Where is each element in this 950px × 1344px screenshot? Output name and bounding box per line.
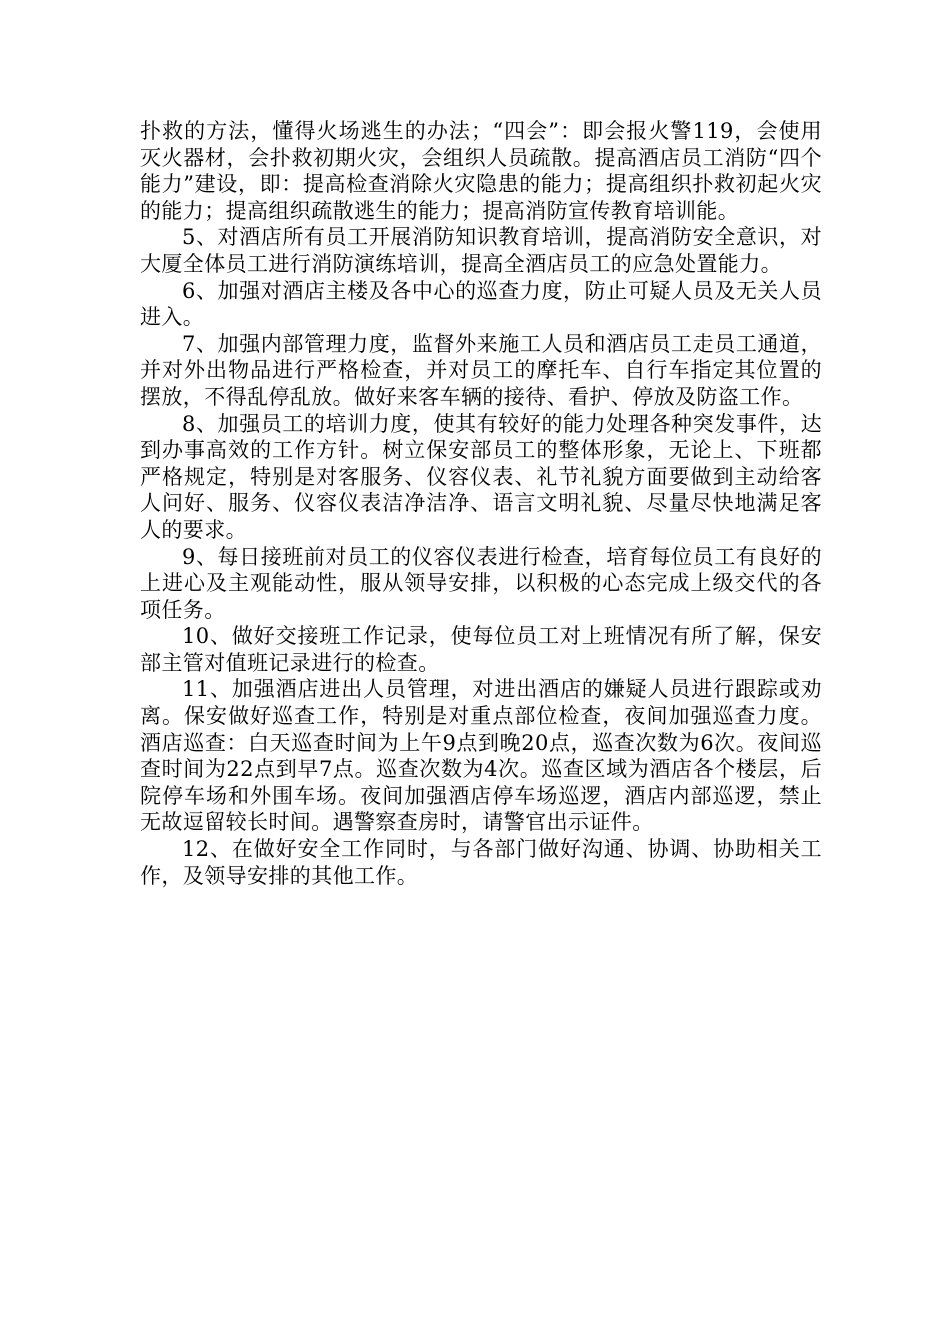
paragraph-item-7: 7、加强内部管理力度，监督外来施工人员和酒店员工走员工通道，并对外出物品进行严格检查，并对员工的摩托车、自行车指定其位置的摆放，不得乱停乱放。做好来客车辆的接待、看护、停放及防盗工作。 [140,331,822,409]
paragraph-item-8: 8、加强员工的培训力度，使其有较好的能力处理各种突发事件，达到办事高效的工作方针。树立保安部员工的整体形象，无论上、下班都严格规定，特别是对客服务、仪容仪表、礼节礼貌方面要做到主动给客人问好、服务、仪容仪表洁净洁净、语言文明礼貌、尽量尽快地满足客人的要求。 [140,411,822,542]
paragraph-item-9: 9、每日接班前对员工的仪容仪表进行检查，培育每位员工有良好的上进心及主观能动性，服从领导安排，以积极的心态完成上级交代的各项任务。 [140,544,822,622]
document-body [140,118,822,889]
paragraph-continuation: 扑救的方法，懂得火场逃生的办法；“四会”：即会报火警119，会使用灭火器材，会扑救初期火灾，会组织人员疏散。提高酒店员工消防“四个能力”建设，即：提高检查消除火灾隐患的能力；提高组织扑救初起火灾的能力；提高组织疏散逃生的能力；提高消防宣传教育培训能。 [140,119,822,223]
paragraph-item-12: 12、在做好安全工作同时，与各部门做好沟通、协调、协助相关工作，及领导安排的其他工作。 [140,837,822,888]
paragraph-item-6: 6、加强对酒店主楼及各中心的巡查力度，防止可疑人员及无关人员进入。 [140,278,822,330]
paragraph-item-5: 5、对酒店所有员工开展消防知识教育培训，提高消防安全意识，对大厦全体员工进行消防演练培训，提高全酒店员工的应急处置能力。 [140,225,822,276]
paragraph-item-10: 10、做好交接班工作记录，使每位员工对上班情况有所了解，保安部主管对值班记录进行的检查。 [140,624,822,675]
paragraph-item-11: 11、加强酒店进出人员管理，对进出酒店的嫌疑人员进行跟踪或劝离。保安做好巡查工作，特别是对重点部位检查，夜间加强巡查力度。酒店巡查：白天巡查时间为上午9点到晚20点，巡查次数为6次。夜间巡查时间为22点到早7点。巡查次数为4次。巡查区域为酒店各个楼层，后院停车场和外围车场。夜间加强酒店停车场巡逻，酒店内部巡逻，禁止无故逗留较长时间。遇警察查房时，请警官出示证件。 [140,677,822,835]
